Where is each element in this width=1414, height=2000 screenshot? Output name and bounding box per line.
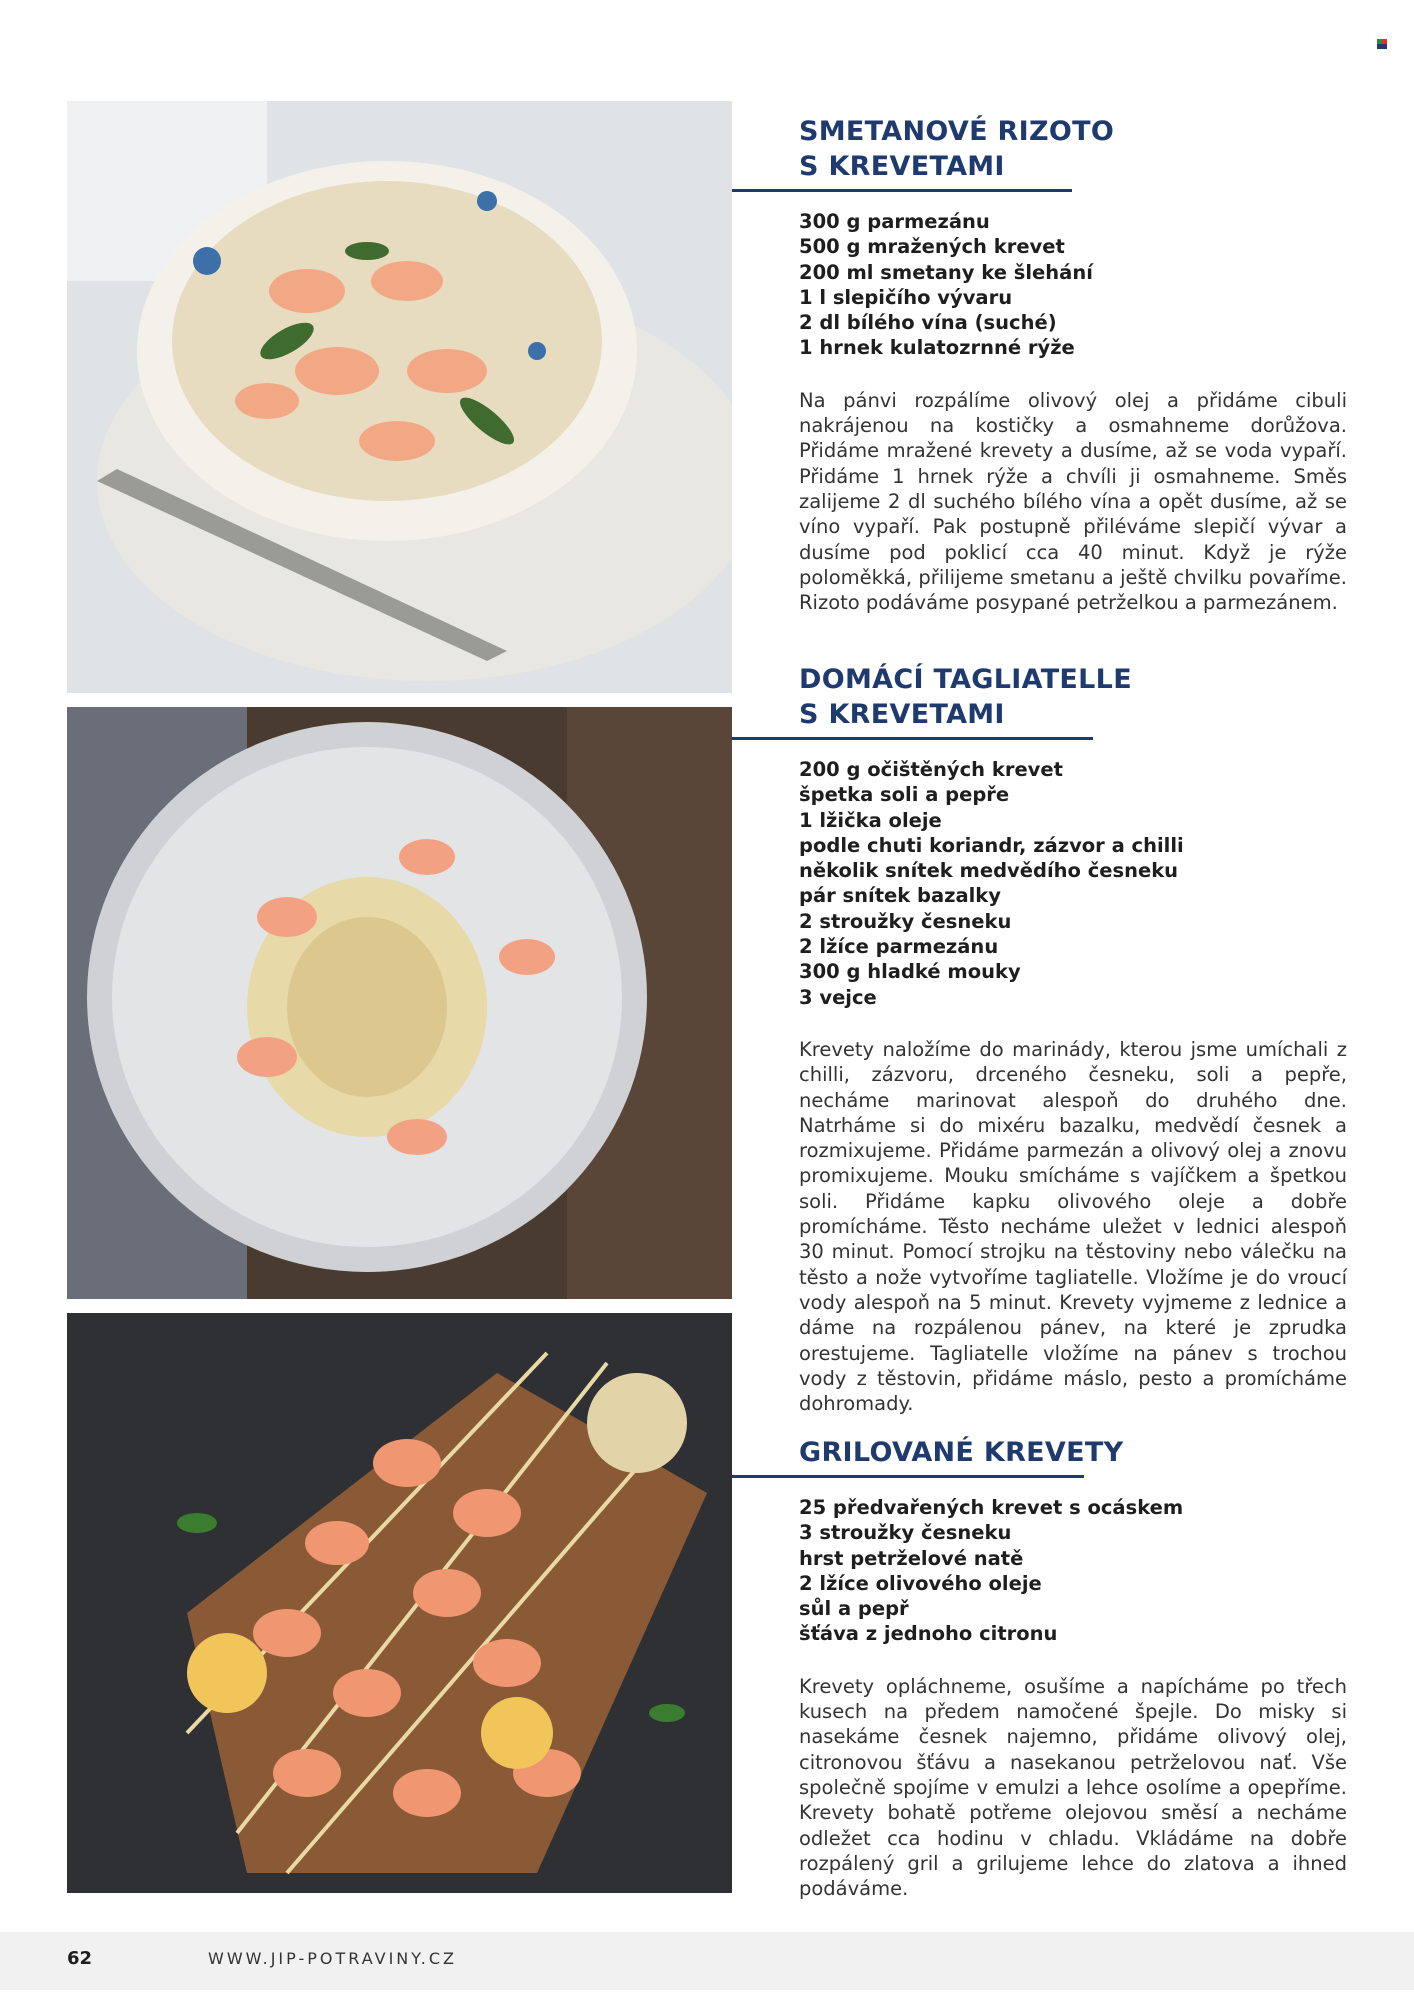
ingredient-item: sůl a pepř: [799, 1597, 909, 1621]
ingredient-item: hrst petrželové natě: [799, 1546, 1024, 1570]
ingredient-item: 2 dl bílého vína (suché): [799, 311, 1057, 335]
ingredient-item: 3 stroužky česneku: [799, 1521, 1012, 1545]
ingredient-item: 1 l slepičího vývaru: [799, 285, 1013, 309]
ingredient-item: špetka soli a pepře: [799, 783, 1010, 807]
recipe-title: [799, 1435, 1352, 1470]
website-link[interactable]: WWW.JIP-POTRAVINY.CZ: [208, 1949, 458, 1968]
recipe-title: [799, 662, 1352, 732]
title-divider: [732, 1475, 1084, 1478]
title-divider: [732, 737, 1093, 740]
page-footer: [0, 1932, 1414, 1990]
ingredient-item: 300 g parmezánu: [799, 210, 990, 233]
ingredient-item: 2 lžíce olivového oleje: [799, 1571, 1042, 1595]
recipe-title-line1: DOMÁCÍ TAGLIATELLE: [799, 664, 1132, 695]
ingredient-item: 500 g mražených krevet: [799, 235, 1065, 259]
recipe-tagliatelle: [732, 662, 1352, 1416]
recipe-title-line1: GRILOVANÉ KREVETY: [799, 1437, 1124, 1468]
ingredient-item: několik snítek medvědího česneku: [799, 859, 1179, 883]
risotto-photo: [67, 101, 732, 693]
recipe-title-line2: S KREVETAMI: [799, 699, 1005, 730]
recipe-title: [799, 114, 1352, 184]
grilled-shrimp-photo: [67, 1313, 732, 1893]
recipe-method: Na pánvi rozpálíme olivový olej a přidáme cibuli nakrájenou na kostičky a osmahneme dorůžova. Přidáme mražené krevety a dusíme, až se voda vypaří. Přidáme 1 hrnek rýže a chvíli ji osmahneme. Směs zalijeme 2 dl suchého bílého vína a opět dusíme, až se víno vypaří. Pak postupně přiléváme slepičí vývar a dusíme pod poklicí cca 40 minut. Když je rýže poloměkká, přilijeme smetanu a ještě chvilku povaříme. Rizoto podáváme posypané petrželkou a parmezánem.: [799, 388, 1347, 615]
ingredient-list: [799, 1495, 1352, 1647]
tagliatelle-photo: [67, 707, 732, 1299]
recipe-title-line2: S KREVETAMI: [799, 151, 1005, 182]
recipe-method: Krevety opláchneme, osušíme a napícháme po třech kusech na předem namočené špejle. Do misky si nasekáme česnek najemno, přidáme olivový olej, citronovou šťávu a nasekanou petrželovou nať. Vše společně spojíme v emulzi a lehce osolíme a opepříme. Krevety bohatě potřeme olejovou směsí a necháme odležet cca hodinu v chladu. Vkládáme na dobře rozpálený gril a grilujeme lehce do zlatova a ihned podáváme.: [799, 1674, 1347, 1901]
recipe-grilled-shrimp: [732, 1435, 1352, 1901]
ingredient-item: šťáva z jednoho citronu: [799, 1622, 1058, 1646]
logo-mark-icon: [1377, 39, 1387, 49]
ingredient-item: 2 stroužky česneku: [799, 909, 1012, 933]
ingredient-item: 25 předvařených krevet s ocáskem: [799, 1496, 1184, 1519]
ingredient-item: 3 vejce: [799, 985, 877, 1009]
page-number: 62: [67, 1948, 93, 1969]
ingredient-list: [799, 757, 1352, 1010]
ingredient-item: 1 hrnek kulatozrnné rýže: [799, 336, 1075, 360]
ingredient-item: 300 g hladké mouky: [799, 960, 1021, 984]
title-divider: [732, 189, 1072, 192]
ingredient-item: podle chuti koriandr, zázvor a chilli: [799, 833, 1184, 857]
ingredient-item: 2 lžíce parmezánu: [799, 935, 999, 959]
ingredient-list: [799, 209, 1352, 361]
recipe-method: Krevety naložíme do marinády, kterou jsme umíchali z chilli, zázvoru, drceného česneku, soli a pepře, necháme marinovat alespoň do druhého dne. Natrháme si do mixéru bazalku, medvědí česnek a rozmixujeme. Přidáme parmezán a olivový olej a znovu promixujeme. Mouku smícháme s vajíčkem a špetkou soli. Přidáme kapku olivového oleje a dobře promícháme. Těsto necháme uležet v lednici alespoň 30 minut. Pomocí strojku na těstoviny nebo válečku na těsto a nože vytvoříme tagliatelle. Vložíme je do vroucí vody alespoň na 5 minut. Krevety vyjmeme z lednice a dáme na rozpálenou pánev, na které je zprudka orestujeme. Tagliatelle vložíme na pánev s trochou vody z těstovin, přidáme máslo, pesto a promícháme dohromady.: [799, 1037, 1347, 1416]
ingredient-item: pár snítek bazalky: [799, 884, 1001, 908]
ingredient-item: 200 g očištěných krevet: [799, 758, 1063, 781]
ingredient-item: 1 lžička oleje: [799, 808, 942, 832]
recipe-title-line1: SMETANOVÉ RIZOTO: [799, 116, 1115, 147]
ingredient-item: 200 ml smetany ke šlehání: [799, 260, 1093, 284]
recipe-risotto: [732, 114, 1352, 615]
